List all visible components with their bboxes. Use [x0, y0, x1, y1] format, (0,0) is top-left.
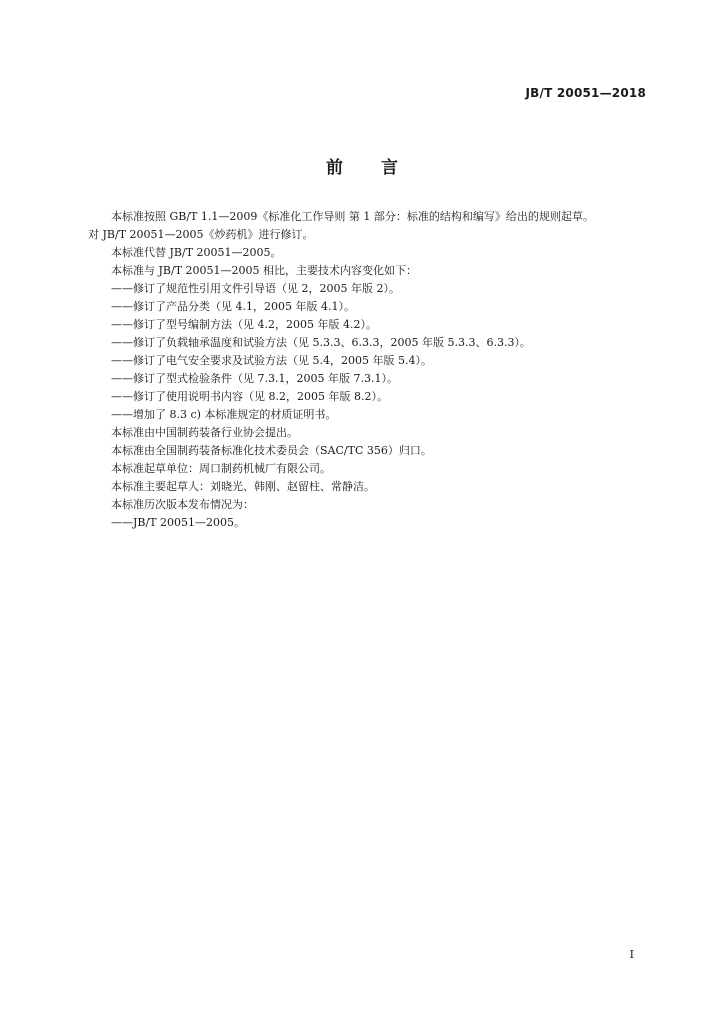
paragraph-drafting-rules: 本标准按照 GB/T 1.1—2009《标准化工作导则 第 1 部分：标准的结构和编写》给出的规则起草。 — [111, 210, 594, 223]
paragraph-drafting-unit: 本标准起草单位：周口制药机械厂有限公司。 — [111, 462, 331, 475]
paragraph-drafting-rules-cont: 对 JB/T 20051—2005《炒药机》进行修订。 — [88, 228, 314, 241]
page-title — [0, 153, 724, 178]
paragraph-committee: 本标准由全国制药装备标准化技术委员会（SAC/TC 356）归口。 — [111, 444, 432, 457]
foreword-body — [88, 208, 658, 532]
change-item: ——修订了规范性引用文件引导语（见 2，2005 年版 2）。 — [111, 282, 400, 295]
title-char-1: 前 — [326, 158, 343, 178]
change-item: ——修订了使用说明书内容（见 8.2，2005 年版 8.2）。 — [111, 390, 388, 403]
history-item: ——JB/T 20051—2005。 — [111, 516, 246, 529]
paragraph-history-intro: 本标准历次版本发布情况为： — [111, 498, 254, 511]
paragraph-drafters: 本标准主要起草人：刘晓光、韩刚、赵留柱、常静洁。 — [111, 480, 375, 493]
paragraph-replaces: 本标准代替 JB/T 20051—2005。 — [111, 246, 282, 259]
change-item: ——修订了电气安全要求及试验方法（见 5.4，2005 年版 5.4）。 — [111, 354, 432, 367]
paragraph-proposer: 本标准由中国制药装备行业协会提出。 — [111, 426, 298, 439]
title-char-2: 言 — [381, 158, 398, 178]
change-item: ——修订了产品分类（见 4.1，2005 年版 4.1）。 — [111, 300, 355, 313]
change-item: ——修订了型号编制方法（见 4.2，2005 年版 4.2）。 — [111, 318, 377, 331]
change-item: ——修订了负载轴承温度和试验方法（见 5.3.3、6.3.3，2005 年版 5.3.3、6.3.3）。 — [111, 336, 531, 349]
change-item: ——修订了型式检验条件（见 7.3.1，2005 年版 7.3.1）。 — [111, 372, 398, 385]
paragraph-changes-intro: 本标准与 JB/T 20051—2005 相比，主要技术内容变化如下： — [111, 264, 418, 277]
standard-number: JB/T 20051—2018 — [525, 86, 646, 100]
change-item: ——增加了 8.3 c) 本标准规定的材质证明书。 — [111, 408, 337, 421]
page-number: I — [629, 948, 634, 961]
